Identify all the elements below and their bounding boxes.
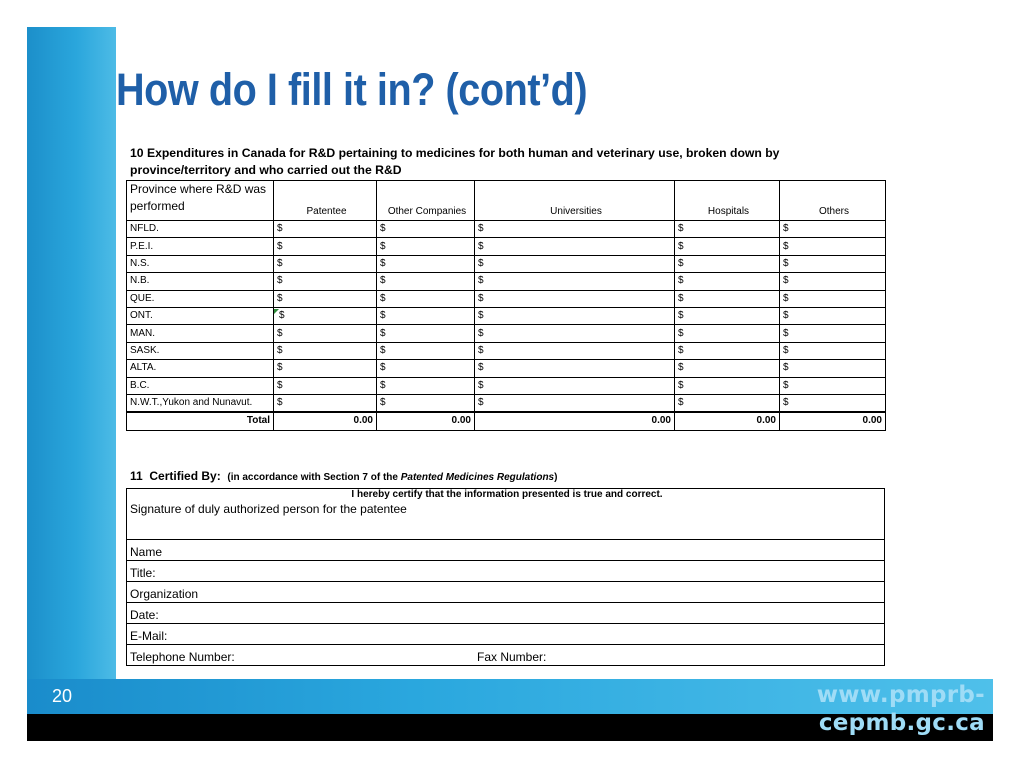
amount-cell-other-companies[interactable] <box>377 221 475 238</box>
currency-symbol: $ <box>380 327 386 339</box>
total-other-companies: 0.00 <box>377 412 475 430</box>
email-field[interactable]: E-Mail: <box>127 623 885 644</box>
table-row <box>127 255 886 272</box>
amount-cell-others[interactable] <box>780 377 886 394</box>
currency-symbol: $ <box>678 257 684 269</box>
table-row <box>127 377 886 394</box>
amount-cell-other-companies[interactable] <box>377 360 475 377</box>
certification-table <box>126 488 885 666</box>
organization-field[interactable]: Organization <box>127 581 885 602</box>
total-label: Total <box>127 412 274 430</box>
amount-cell-universities[interactable] <box>475 273 675 290</box>
table-row <box>127 307 886 324</box>
amount-cell-others[interactable] <box>780 273 886 290</box>
amount-cell-universities[interactable] <box>475 377 675 394</box>
amount-cell-others[interactable] <box>780 325 886 342</box>
currency-symbol: $ <box>277 275 283 287</box>
amount-cell-patentee[interactable] <box>274 394 377 412</box>
province-label: N.W.T.,Yukon and Nunavut. <box>127 394 274 412</box>
amount-cell-other-companies[interactable] <box>377 290 475 307</box>
province-label: ALTA. <box>127 360 274 377</box>
total-others: 0.00 <box>780 412 886 430</box>
amount-cell-others[interactable] <box>780 307 886 324</box>
table-row <box>127 290 886 307</box>
currency-symbol: $ <box>277 344 283 356</box>
currency-symbol: $ <box>678 344 684 356</box>
currency-symbol: $ <box>678 292 684 304</box>
table-row <box>127 360 886 377</box>
amount-cell-patentee[interactable] <box>274 255 377 272</box>
currency-symbol: $ <box>783 240 789 252</box>
left-accent-bar <box>27 27 116 714</box>
currency-symbol: $ <box>380 310 386 322</box>
amount-cell-other-companies[interactable] <box>377 273 475 290</box>
province-label: QUE. <box>127 290 274 307</box>
currency-symbol: $ <box>783 310 789 322</box>
currency-symbol: $ <box>783 275 789 287</box>
section-11-subtitle: (in accordance with Section 7 of the Patented Medicines Regulations) <box>227 471 558 483</box>
currency-symbol: $ <box>277 257 283 269</box>
amount-cell-hospitals[interactable] <box>675 290 780 307</box>
amount-cell-other-companies[interactable] <box>377 377 475 394</box>
amount-cell-hospitals[interactable] <box>675 377 780 394</box>
column-header-universities: Universities <box>475 181 675 221</box>
currency-symbol: $ <box>478 223 484 235</box>
amount-cell-patentee[interactable] <box>274 377 377 394</box>
amount-cell-other-companies[interactable] <box>377 325 475 342</box>
form-excerpt <box>126 145 886 666</box>
certify-statement: I hereby certify that the information presented is true and correct. <box>351 488 663 500</box>
currency-symbol: $ <box>783 379 789 391</box>
currency-symbol: $ <box>478 292 484 304</box>
title-field[interactable]: Title: <box>127 560 885 581</box>
currency-symbol: $ <box>478 397 484 409</box>
column-header-patentee: Patentee <box>274 181 377 221</box>
amount-cell-other-companies[interactable] <box>377 255 475 272</box>
amount-cell-universities[interactable] <box>475 307 675 324</box>
total-universities: 0.00 <box>475 412 675 430</box>
rd-expenditures-table <box>126 180 886 431</box>
amount-cell-hospitals[interactable] <box>675 325 780 342</box>
amount-cell-universities[interactable] <box>475 342 675 359</box>
currency-symbol: $ <box>478 275 484 287</box>
currency-symbol: $ <box>279 310 285 322</box>
date-field[interactable]: Date: <box>127 602 885 623</box>
currency-symbol: $ <box>678 397 684 409</box>
currency-symbol: $ <box>678 223 684 235</box>
amount-cell-patentee[interactable] <box>274 360 377 377</box>
amount-cell-hospitals[interactable] <box>675 255 780 272</box>
currency-symbol: $ <box>380 223 386 235</box>
amount-cell-other-companies[interactable] <box>377 394 475 412</box>
currency-symbol: $ <box>380 275 386 287</box>
currency-symbol: $ <box>783 362 789 374</box>
currency-symbol: $ <box>380 257 386 269</box>
currency-symbol: $ <box>277 292 283 304</box>
currency-symbol: $ <box>380 240 386 252</box>
amount-cell-other-companies[interactable] <box>377 342 475 359</box>
section-10-heading: 10 Expenditures in Canada for R&D pertaining to medicines for both human and veterinary use, broken down by province/territory and who carried out the R&D <box>130 146 780 177</box>
currency-symbol: $ <box>678 327 684 339</box>
amount-cell-hospitals[interactable] <box>675 394 780 412</box>
amount-cell-patentee[interactable] <box>274 325 377 342</box>
name-field[interactable]: Name <box>127 539 885 560</box>
currency-symbol: $ <box>478 379 484 391</box>
amount-cell-hospitals[interactable] <box>675 221 780 238</box>
currency-symbol: $ <box>277 240 283 252</box>
amount-cell-hospitals[interactable] <box>675 342 780 359</box>
page-number: 20 <box>52 686 73 706</box>
amount-cell-others[interactable] <box>780 394 886 412</box>
amount-cell-patentee[interactable] <box>274 307 377 324</box>
amount-cell-other-companies[interactable] <box>377 238 475 255</box>
amount-cell-universities[interactable] <box>475 290 675 307</box>
currency-symbol: $ <box>678 379 684 391</box>
amount-cell-universities[interactable] <box>475 394 675 412</box>
province-label: MAN. <box>127 325 274 342</box>
amount-cell-hospitals[interactable] <box>675 273 780 290</box>
currency-symbol: $ <box>783 292 789 304</box>
amount-cell-others[interactable] <box>780 342 886 359</box>
currency-symbol: $ <box>678 310 684 322</box>
column-header-others: Others <box>780 181 886 221</box>
province-label: P.E.I. <box>127 238 274 255</box>
amount-cell-universities[interactable] <box>475 221 675 238</box>
table-row <box>127 238 886 255</box>
slide-title: How do I fill it in? (cont’d) <box>116 64 588 115</box>
amount-cell-hospitals[interactable] <box>675 360 780 377</box>
currency-symbol: $ <box>678 240 684 252</box>
amount-cell-universities[interactable] <box>475 325 675 342</box>
currency-symbol: $ <box>783 327 789 339</box>
amount-cell-universities[interactable] <box>475 360 675 377</box>
currency-symbol: $ <box>277 379 283 391</box>
currency-symbol: $ <box>380 362 386 374</box>
province-label: NFLD. <box>127 221 274 238</box>
province-column-header: Province where R&D was performed <box>127 181 274 221</box>
table-row <box>127 273 886 290</box>
amount-cell-others[interactable] <box>780 290 886 307</box>
amount-cell-patentee[interactable] <box>274 273 377 290</box>
currency-symbol: $ <box>478 327 484 339</box>
table-row <box>127 221 886 238</box>
amount-cell-patentee[interactable] <box>274 238 377 255</box>
currency-symbol: $ <box>277 397 283 409</box>
currency-symbol: $ <box>478 362 484 374</box>
amount-cell-patentee[interactable] <box>274 342 377 359</box>
amount-cell-universities[interactable] <box>475 255 675 272</box>
currency-symbol: $ <box>277 223 283 235</box>
table-row <box>127 325 886 342</box>
total-patentee: 0.00 <box>274 412 377 430</box>
column-header-other-companies: Other Companies <box>377 181 475 221</box>
province-label: ONT. <box>127 307 274 324</box>
section-11-title: Certified By: <box>149 468 221 483</box>
currency-symbol: $ <box>783 223 789 235</box>
currency-symbol: $ <box>478 240 484 252</box>
amount-cell-others[interactable] <box>780 238 886 255</box>
amount-cell-others[interactable] <box>780 360 886 377</box>
amount-cell-others[interactable] <box>780 221 886 238</box>
total-hospitals: 0.00 <box>675 412 780 430</box>
website-url[interactable]: www.pmprb-cepmb.gc.ca <box>816 682 985 736</box>
currency-symbol: $ <box>783 257 789 269</box>
section-11-number: 11 <box>130 468 143 483</box>
currency-symbol: $ <box>478 344 484 356</box>
province-label: B.C. <box>127 377 274 394</box>
table-header-row <box>127 181 886 221</box>
currency-symbol: $ <box>277 327 283 339</box>
amount-cell-patentee[interactable] <box>274 290 377 307</box>
total-row <box>127 412 886 430</box>
currency-symbol: $ <box>380 379 386 391</box>
currency-symbol: $ <box>678 275 684 287</box>
phone-fax-row <box>127 644 885 665</box>
table-row <box>127 342 886 359</box>
amount-cell-universities[interactable] <box>475 238 675 255</box>
currency-symbol: $ <box>478 310 484 322</box>
amount-cell-hospitals[interactable] <box>675 238 780 255</box>
province-label: SASK. <box>127 342 274 359</box>
fax-field[interactable]: Fax Number: <box>477 649 547 664</box>
signature-field[interactable]: Signature of duly authorized person for the patentee <box>127 501 885 540</box>
currency-symbol: $ <box>380 344 386 356</box>
telephone-field[interactable]: Telephone Number: <box>130 649 235 664</box>
section-11-heading <box>130 468 886 486</box>
amount-cell-others[interactable] <box>780 255 886 272</box>
currency-symbol: $ <box>678 362 684 374</box>
currency-symbol: $ <box>783 344 789 356</box>
province-label: N.B. <box>127 273 274 290</box>
currency-symbol: $ <box>380 397 386 409</box>
table-row <box>127 394 886 412</box>
currency-symbol: $ <box>783 397 789 409</box>
currency-symbol: $ <box>478 257 484 269</box>
column-header-hospitals: Hospitals <box>675 181 780 221</box>
amount-cell-other-companies[interactable] <box>377 307 475 324</box>
amount-cell-patentee[interactable] <box>274 221 377 238</box>
currency-symbol: $ <box>380 292 386 304</box>
amount-cell-hospitals[interactable] <box>675 307 780 324</box>
currency-symbol: $ <box>277 362 283 374</box>
province-label: N.S. <box>127 255 274 272</box>
